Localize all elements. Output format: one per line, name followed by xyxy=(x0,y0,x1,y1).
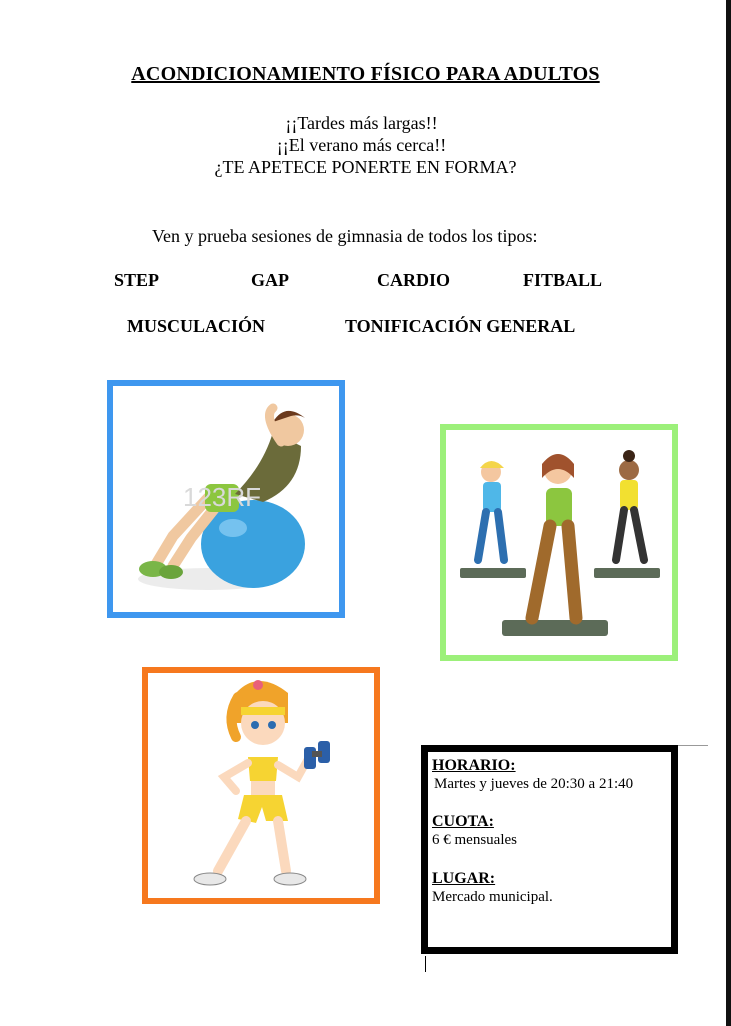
activity-step: STEP xyxy=(114,270,160,290)
box-guide-line xyxy=(678,745,708,746)
activity-tonificacion: TONIFICACIÓN GENERAL xyxy=(345,316,576,336)
place-value: Mercado municipal. xyxy=(432,889,553,905)
text-cursor xyxy=(425,956,426,972)
dumbbell-illustration xyxy=(142,667,380,904)
activity-musculacion: MUSCULACIÓN xyxy=(127,316,266,336)
fitball-illustration xyxy=(107,380,345,618)
intro-line-3: ¿TE APETECE PONERTE EN FORMA? xyxy=(214,157,517,177)
activity-cardio: CARDIO xyxy=(377,270,451,290)
place-label: LUGAR: xyxy=(432,870,496,887)
watermark-text: 123RF xyxy=(183,482,262,512)
fee-label: CUOTA: xyxy=(432,813,494,830)
page-title: ACONDICIONAMIENTO FÍSICO PARA ADULTOS xyxy=(131,63,600,85)
activity-gap: GAP xyxy=(251,270,289,290)
fee-value: 6 € mensuales xyxy=(432,832,517,848)
step-illustration xyxy=(440,424,678,661)
intro-line-2: ¡¡El verano más cerca!! xyxy=(276,135,447,155)
activity-fitball: FITBALL xyxy=(523,270,603,290)
schedule-value: Martes y jueves de 20:30 a 21:40 xyxy=(434,776,634,792)
schedule-label: HORARIO: xyxy=(432,757,516,774)
intro-line-1: ¡¡Tardes más largas!! xyxy=(285,113,438,133)
activities-intro: Ven y prueba sesiones de gimnasia de todos los tipos: xyxy=(152,226,538,246)
